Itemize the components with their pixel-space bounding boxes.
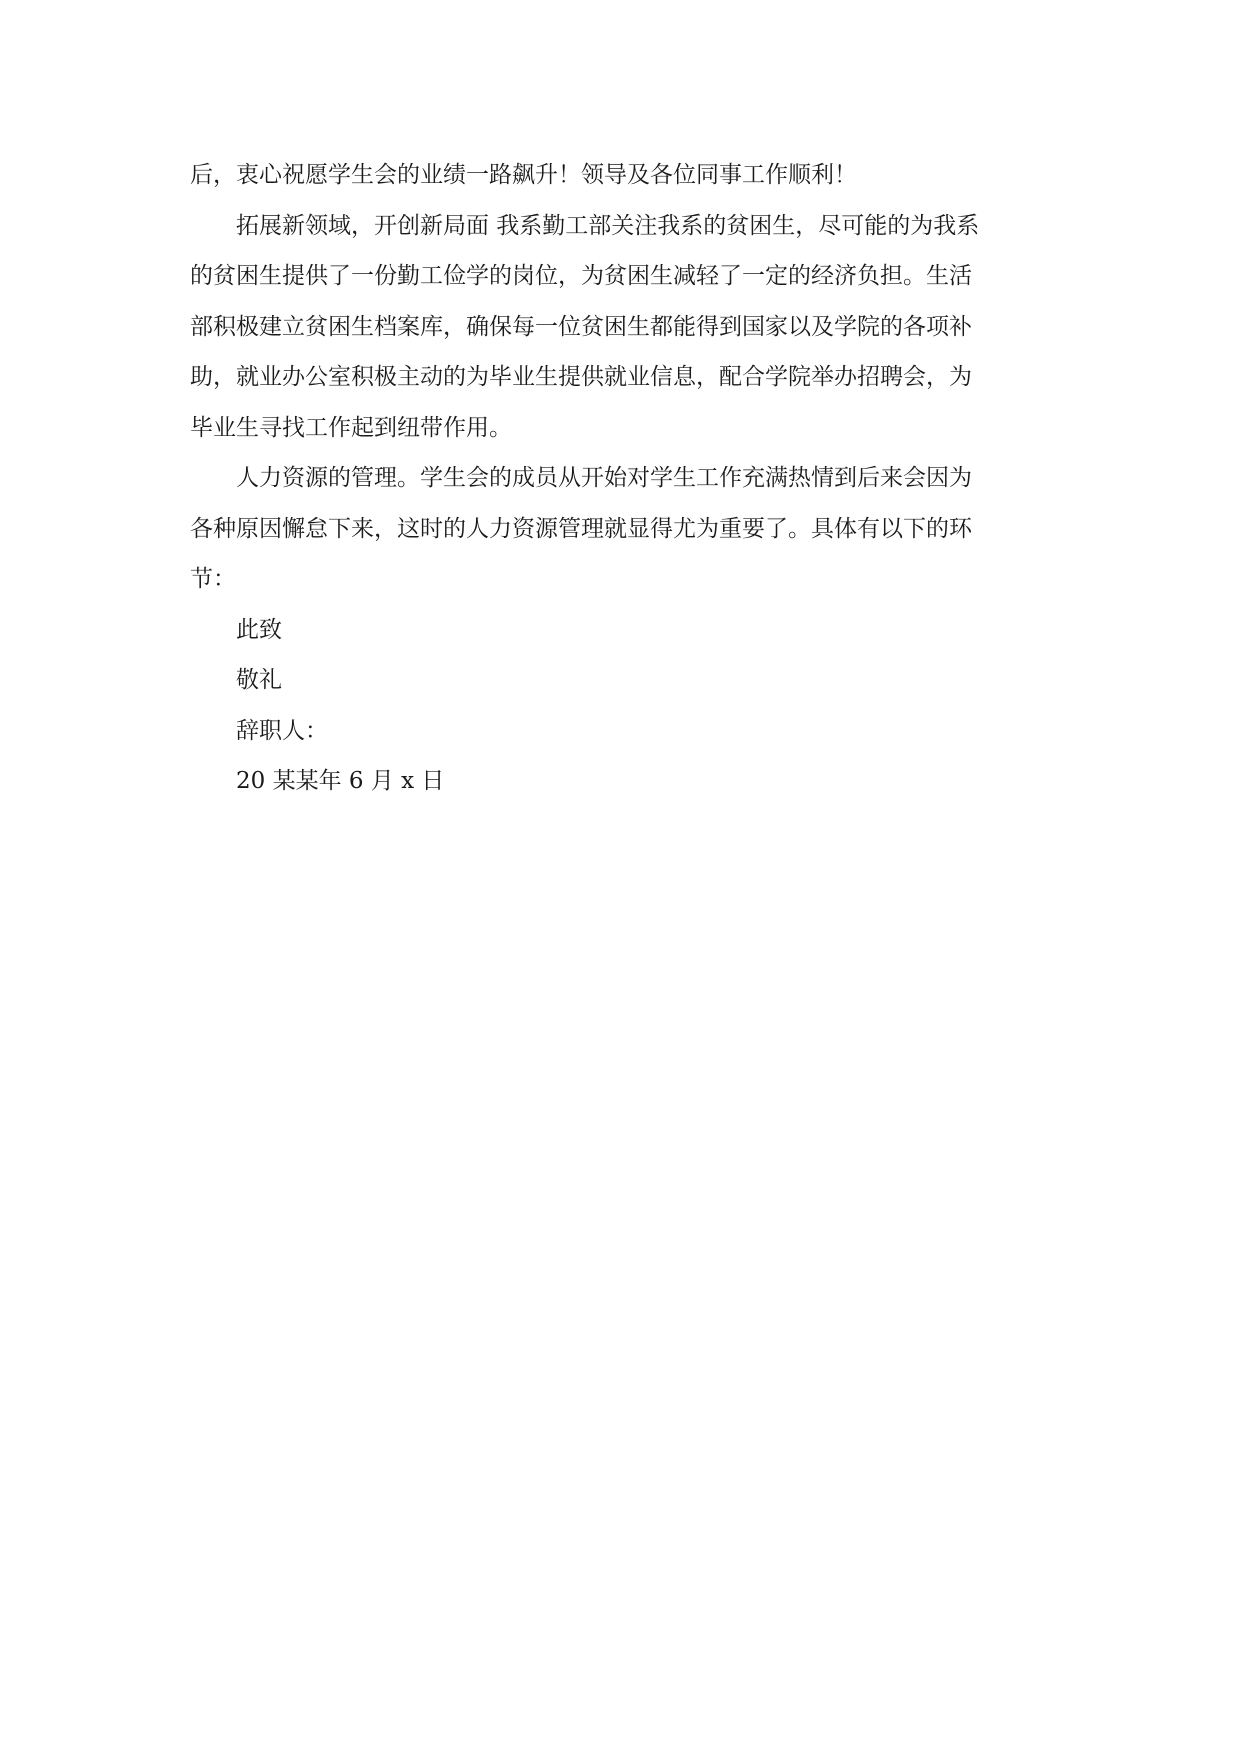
paragraph (190, 201, 1050, 454)
date-line: 20 某某年 6 月 x 日 (236, 768, 445, 794)
text-line: 各种原因懈怠下来，这时的人力资源管理就显得尤为重要了。具体有以下的环 (190, 515, 972, 542)
paragraph (190, 150, 1050, 201)
text-line: 节： (190, 566, 236, 592)
salutation-line: 此致 (236, 616, 282, 643)
text-line: 的贫困生提供了一份勤工俭学的岗位，为贫困生减轻了一定的经济负担。生活 (190, 263, 972, 289)
salutation-line: 敬礼 (236, 667, 282, 693)
text-line: 毕业生寻找工作起到纽带作用。 (190, 414, 512, 441)
document-body (190, 150, 1050, 807)
paragraph (190, 453, 1050, 605)
signer-label: 辞职人： (236, 717, 328, 744)
text-line: 人力资源的管理。学生会的成员从开始对学生工作充满热情到后来会因为 (236, 465, 972, 491)
text-line: 后，衷心祝愿学生会的业绩一路飙升！领导及各位同事工作顺利！ (190, 162, 857, 188)
text-line: 部积极建立贫困生档案库，确保每一位贫困生都能得到国家以及学院的各项补 (190, 313, 972, 340)
text-line: 拓展新领域，开创新局面 我系勤工部关注我系的贫困生，尽可能的为我系 (236, 212, 980, 239)
text-line: 助，就业办公室积极主动的为毕业生提供就业信息，配合学院举办招聘会，为 (190, 364, 972, 390)
